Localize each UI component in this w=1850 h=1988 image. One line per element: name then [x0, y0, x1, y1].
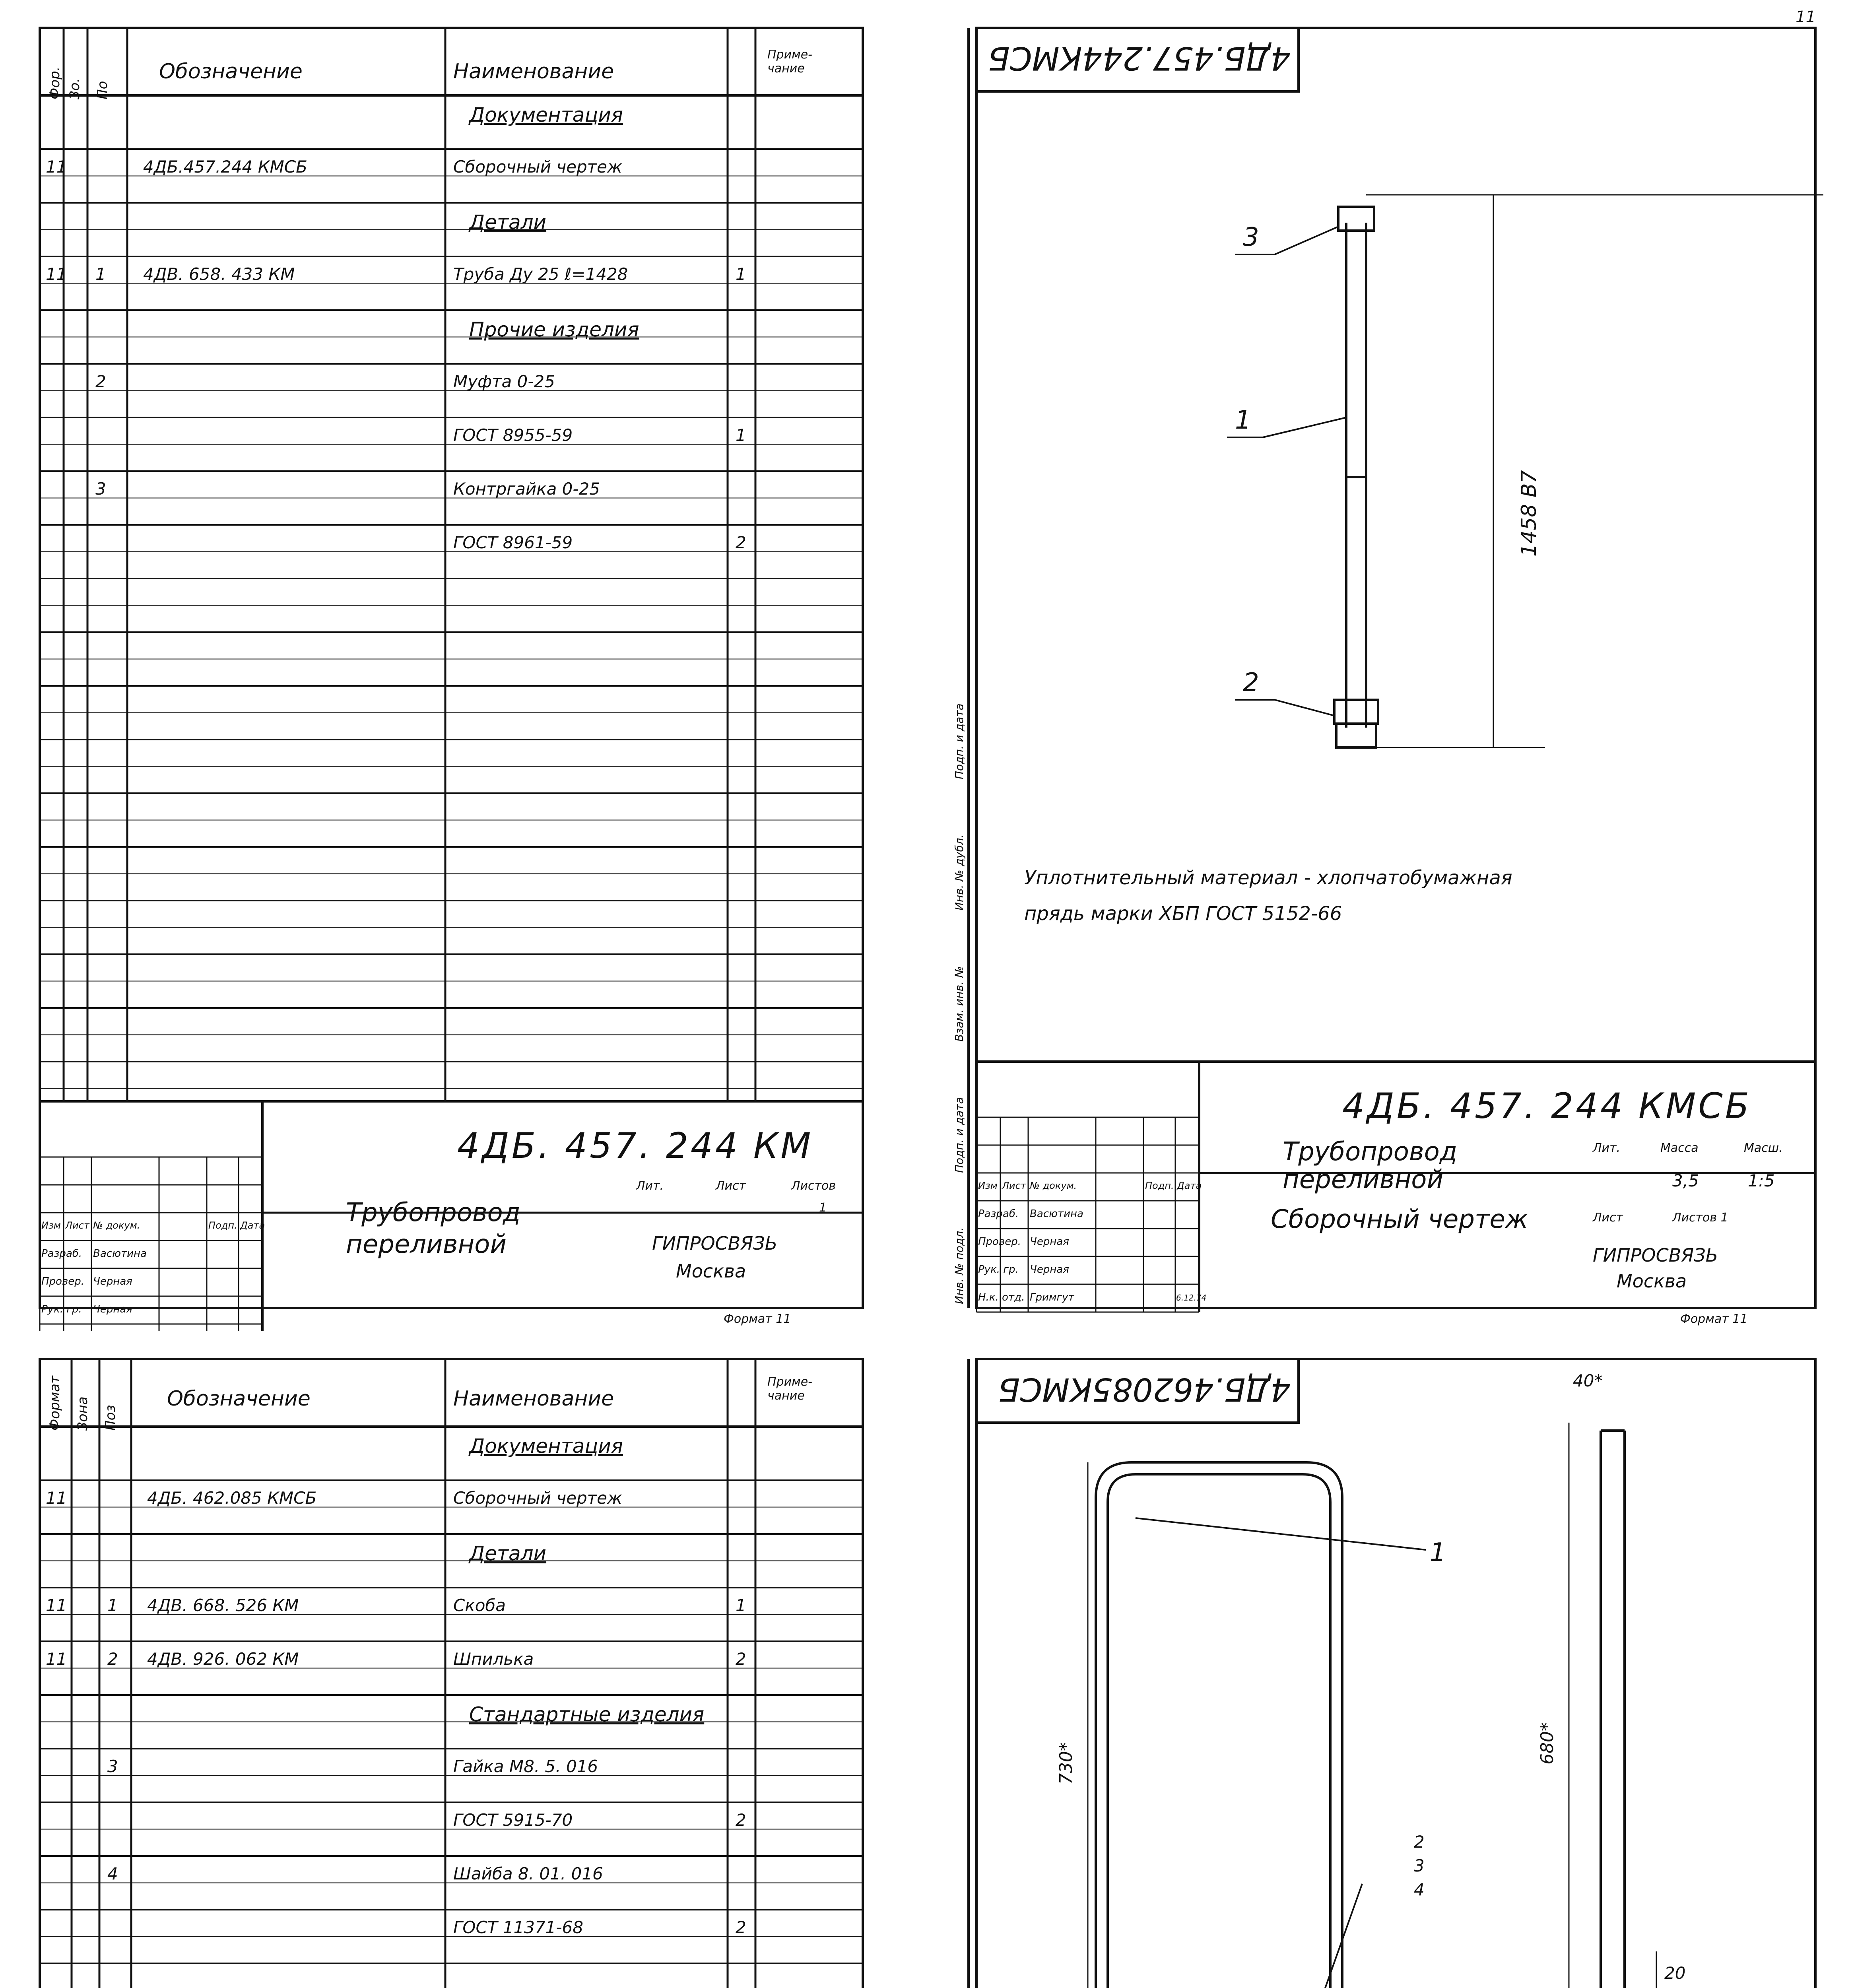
spec-row-name: ГОСТ 8955-59	[453, 425, 573, 445]
name-header: Наименование	[453, 1387, 614, 1411]
spec-row-quantity: 2	[736, 533, 746, 552]
drawing-2-code: 4ДБ. 457. 244 КМСБ	[1342, 1085, 1752, 1126]
drawing-2-mass-val: 3,5	[1672, 1171, 1699, 1190]
spec-row-name: ГОСТ 8961-59	[453, 533, 573, 552]
leader-label-3: 3	[1243, 223, 1259, 252]
drawing-2-note-2: прядь марки ХБП ГОСТ 5152-66	[1024, 903, 1342, 925]
spec-row-position: 4	[107, 1864, 118, 1883]
spec-1-city: Москва	[676, 1260, 746, 1282]
drawing-4-stamp: 4ДБ.462085КМСБ	[998, 1371, 1291, 1408]
spec-row-designation: 4ДБ.457.244 КМСБ	[143, 157, 307, 177]
spec-row-name: Труба Ду 25 ℓ=1428	[453, 264, 628, 284]
title-header-label: Изм	[41, 1220, 61, 1231]
drawing-2-format: Формат 11	[1680, 1312, 1748, 1326]
spec-row-designation: 4ДВ. 668. 526 КМ	[147, 1596, 299, 1615]
drawing-sheet-4-frame	[925, 1331, 1850, 1988]
spec-row-name: Гайка М8. 5. 016	[453, 1757, 598, 1776]
spec-row-designation: 4ДВ. 926. 062 КМ	[147, 1649, 299, 1669]
spec-sheet-1	[0, 0, 925, 1331]
spec-row-position: 2	[107, 1649, 118, 1669]
drawing-2-title-1: Трубопровод	[1283, 1137, 1457, 1167]
drawing-2-scale: Масш.	[1744, 1141, 1783, 1155]
spec-section-heading: Прочие изделия	[469, 318, 639, 341]
leader-label-1: 1	[1430, 1538, 1446, 1567]
drawing-2-list: Лист	[1593, 1211, 1623, 1225]
title-header-label: Дата	[240, 1220, 265, 1231]
spec-row-format: 11	[46, 157, 67, 177]
spec-1-list: Лист	[716, 1179, 746, 1193]
leader-label-2: 2	[1243, 668, 1259, 697]
zone-col-header: Зо.	[67, 78, 83, 99]
drawing-2-title-3: Сборочный чертеж	[1271, 1205, 1528, 1234]
title-header-label: Подп.	[1145, 1180, 1174, 1191]
drawing-sheet-2-frame	[925, 0, 1850, 1331]
person-name: Черная	[93, 1303, 132, 1315]
spec-row-quantity: 1	[736, 264, 746, 284]
pos-col-header: Поз	[103, 1405, 118, 1431]
side-stamp-label: Инв. № подл.	[953, 1227, 966, 1304]
drawing-sheet-4	[925, 1331, 1850, 1988]
spec-row-name: Контргайка 0-25	[453, 479, 600, 499]
title-header-label: Лист	[1002, 1180, 1026, 1191]
person-role: Разраб.	[978, 1208, 1019, 1220]
drawing-2-org: ГИПРОСВЯЗЬ	[1593, 1244, 1718, 1266]
person-name: Васютина	[93, 1248, 147, 1260]
spec-row-name: Сборочный чертеж	[453, 1488, 622, 1508]
spec-1-listov: Листов	[791, 1179, 836, 1193]
zone-col-header: Зона	[75, 1396, 91, 1431]
spec-row-position: 3	[95, 479, 106, 499]
person-role: Рук. гр.	[41, 1303, 82, 1315]
spec-row-position: 3	[107, 1757, 118, 1776]
drawing-2-sheet-no: 11	[1796, 8, 1816, 26]
title-header-label: № докум.	[93, 1220, 140, 1231]
spec-row-position: 1	[107, 1596, 118, 1615]
drawing-2-scale-val: 1:5	[1748, 1171, 1775, 1190]
spec-1-code: 4ДБ. 457. 244 КМ	[457, 1125, 813, 1166]
side-stamp-label: Инв. № дубл.	[953, 834, 966, 911]
spec-section-heading: Детали	[469, 1542, 547, 1565]
designation-header: Обозначение	[159, 60, 303, 83]
spec-section-heading: Стандартные изделия	[469, 1703, 705, 1726]
title-header-label: Лист	[65, 1220, 89, 1231]
spec-row-designation: 4ДБ. 462.085 КМСБ	[147, 1488, 317, 1508]
leader-label-4: 4	[1414, 1880, 1425, 1899]
leader-label-1: 1	[1235, 406, 1251, 435]
spec-1-listov-val: 1	[819, 1201, 827, 1215]
person-role: Разраб.	[41, 1248, 82, 1260]
side-stamp-label: Подп. и дата	[953, 1097, 966, 1173]
pipe-length-dim: 1458 В7	[1517, 470, 1541, 557]
person-name: Черная	[1030, 1264, 1069, 1276]
spec-row-position: 1	[95, 264, 106, 284]
spec-row-quantity: 1	[736, 425, 746, 445]
designation-header: Обозначение	[167, 1387, 311, 1411]
spec-row-format: 11	[46, 1649, 67, 1669]
drawing-2-listov: Листов 1	[1672, 1211, 1728, 1225]
spec-row-name: Шайба 8. 01. 016	[453, 1864, 603, 1883]
format-col-header: Фор.	[47, 66, 63, 99]
spec-row-name: ГОСТ 11371-68	[453, 1918, 583, 1937]
sign-date: 6.12.74	[1176, 1293, 1207, 1303]
spec-row-name: Шпилька	[453, 1649, 534, 1669]
drawing-2-note-1: Уплотнительный материал - хлопчатобумажная	[1024, 867, 1512, 889]
side-stamp-label: Подп. и дата	[953, 703, 966, 779]
spec-1-title: Трубопровод переливной	[346, 1198, 520, 1259]
note-header: Приме-чание	[767, 1375, 813, 1403]
drawing-2-lit: Лит.	[1593, 1141, 1621, 1155]
title-header-label: № докум.	[1030, 1180, 1077, 1191]
note-header: Приме-чание	[767, 48, 813, 76]
spec-1-org: ГИПРОСВЯЗЬ	[652, 1233, 778, 1254]
spec-row-position: 2	[95, 372, 106, 391]
title-header-label: Изм	[978, 1180, 998, 1191]
person-name: Васютина	[1030, 1208, 1083, 1220]
person-name: Черная	[93, 1276, 132, 1287]
spec-section-heading: Документация	[469, 103, 623, 126]
person-role: Рук. гр.	[978, 1264, 1019, 1276]
spec-row-quantity: 2	[736, 1918, 746, 1937]
spec-row-name: ГОСТ 5915-70	[453, 1810, 573, 1830]
leader-label-2: 2	[1414, 1832, 1425, 1852]
spec-row-format: 11	[46, 1488, 67, 1508]
drawing-2-stamp: 4ДБ.457.244КМСБ	[988, 40, 1291, 77]
spec-1-lit: Лит.	[636, 1179, 664, 1193]
spec-row-quantity: 2	[736, 1810, 746, 1830]
dim-top: 40*	[1573, 1371, 1603, 1390]
person-role: Н.к. отд.	[978, 1291, 1025, 1303]
drawing-2-title-2: переливной	[1283, 1165, 1444, 1194]
leader-label-3: 3	[1414, 1856, 1425, 1875]
spec-row-name: Скоба	[453, 1596, 506, 1615]
spec-row-designation: 4ДВ. 658. 433 КМ	[143, 264, 295, 284]
title-header-label: Дата	[1177, 1180, 1202, 1191]
dim-height-right: 680*	[1537, 1722, 1557, 1765]
dim-20: 20	[1664, 1963, 1686, 1983]
spec-row-name: Муфта 0-25	[453, 372, 555, 391]
drawing-2-mass: Масса	[1660, 1141, 1699, 1155]
spec-row-quantity: 1	[736, 1596, 746, 1615]
spec-row-format: 11	[46, 1596, 67, 1615]
person-role: Провер.	[41, 1276, 85, 1287]
name-header: Наименование	[453, 60, 614, 83]
dim-height-left: 730*	[1056, 1742, 1076, 1784]
pos-col-header: По	[95, 81, 111, 99]
title-header-label: Подп.	[208, 1220, 237, 1231]
drawing-sheet-2	[925, 0, 1850, 1331]
spec-row-format: 11	[46, 264, 67, 284]
spec-1-format: Формат 11	[724, 1312, 791, 1326]
person-name: Гримгут	[1030, 1291, 1074, 1303]
spec-section-heading: Детали	[469, 211, 547, 234]
format-col-header: Формат	[47, 1376, 63, 1431]
person-role: Провер.	[978, 1236, 1021, 1248]
spec-row-quantity: 2	[736, 1649, 746, 1669]
spec-row-name: Сборочный чертеж	[453, 157, 622, 177]
spec-section-heading: Документация	[469, 1435, 623, 1458]
side-stamp-label: Взам. инв. №	[953, 966, 966, 1042]
person-name: Черная	[1030, 1236, 1069, 1248]
spec-sheet-3	[0, 1331, 925, 1988]
drawing-2-city: Москва	[1617, 1270, 1687, 1292]
